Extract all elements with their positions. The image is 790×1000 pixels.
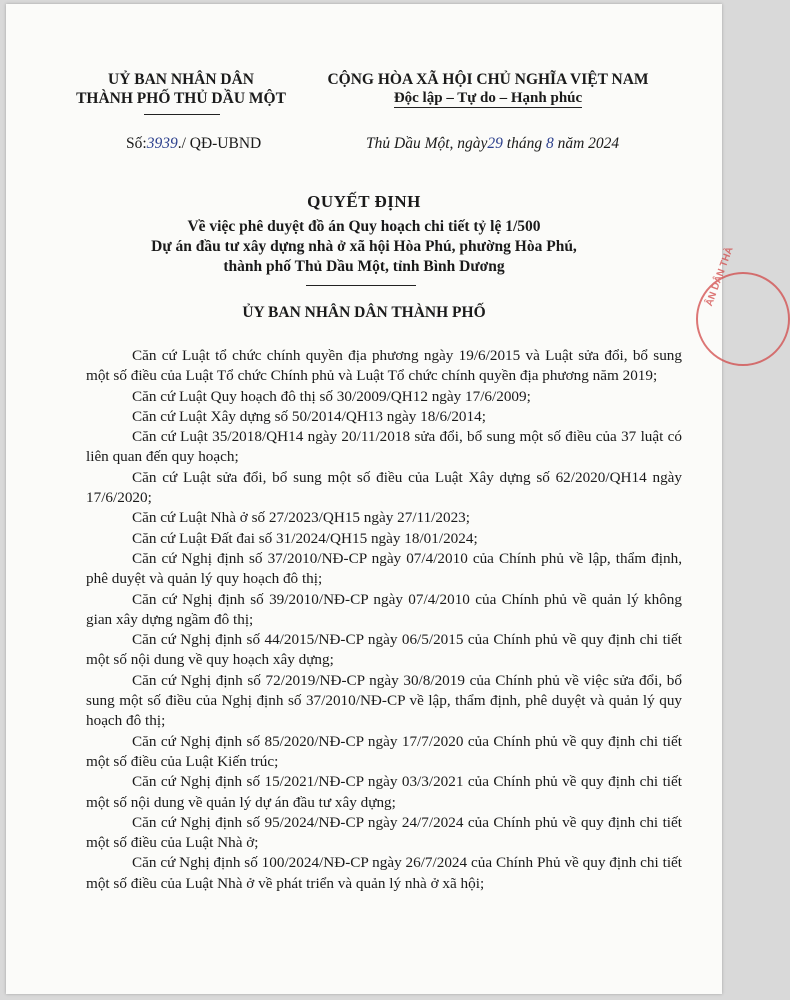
legal-basis-paragraph: Căn cứ Nghị định số 39/2010/NĐ-CP ngày 07/4/2010 của Chính phủ về quản lý không gian xây dựng ngầm đô thị; xyxy=(86,590,682,628)
country-name: CỘNG HÒA XÃ HỘI CHỦ NGHĨA VIỆT NAM xyxy=(327,71,649,88)
subtitle-line: Về việc phê duyệt đồ án Quy hoạch chi tiết tỷ lệ 1/500 xyxy=(187,218,541,235)
document-date: Thủ Dầu Một, ngày29 tháng 8 năm 2024 xyxy=(366,135,620,152)
subtitle-rule xyxy=(306,285,416,286)
national-motto: Độc lập – Tự do – Hạnh phúc xyxy=(393,90,583,106)
legal-basis-paragraph: Căn cứ Luật Đất đai số 31/2024/QH15 ngày 18/01/2024; xyxy=(132,529,478,547)
legal-basis-paragraph: Căn cứ Luật 35/2018/QH14 ngày 20/11/2018 sửa đổi, bổ sung một số điều của 37 luật có liên quan đến quy hoạch; xyxy=(86,428,682,466)
document-subtitle xyxy=(116,217,612,277)
legal-basis-paragraph: Căn cứ Nghị định số 85/2020/NĐ-CP ngày 17/7/2020 của Chính phủ về quy định chi tiết một số điều của Luật Kiến trúc; xyxy=(86,732,682,770)
handwritten-month: 8 xyxy=(545,135,554,152)
document-number: Số:3939./ QĐ-UBND xyxy=(126,135,262,152)
legal-basis-paragraph: Căn cứ Luật Quy hoạch đô thị số 30/2009/QH12 ngày 17/6/2009; xyxy=(132,387,531,405)
document-page xyxy=(6,4,736,994)
legal-basis-paragraph: Căn cứ Nghị định số 95/2024/NĐ-CP ngày 24/7/2024 của Chính phủ về quy định chi tiết một số điều của Luật Nhà ở; xyxy=(86,813,682,852)
legal-basis-paragraph: Căn cứ Nghị định số 72/2019/NĐ-CP ngày 30/8/2019 của Chính phủ về việc sửa đổi, bổ sung một số điều của Nghị định số 37/2010/NĐ-CP về lập, thẩm định, phê duyệt và quản lý quy hoạch đô thị; xyxy=(86,671,682,730)
subtitle-line: Dự án đầu tư xây dựng nhà ở xã hội Hòa Phú, phường Hòa Phú, xyxy=(151,238,577,255)
handwritten-number: 3939 xyxy=(146,135,178,152)
document-title: QUYẾT ĐỊNH xyxy=(307,192,421,211)
document-body xyxy=(86,346,682,894)
issuing-authority xyxy=(66,70,296,108)
handwritten-day: 29 xyxy=(487,135,503,152)
legal-basis-paragraph: Căn cứ Luật sửa đổi, bổ sung một số điều của Luật Xây dựng số 62/2020/QH14 ngày 17/6/2020; xyxy=(86,468,682,507)
header-left-rule xyxy=(144,114,220,115)
legal-basis-paragraph: Căn cứ Nghị định số 44/2015/NĐ-CP ngày 06/5/2015 của Chính phủ về quy định chi tiết một số nội dung về quy hoạch xây dựng; xyxy=(86,631,682,669)
legal-basis-paragraph: Căn cứ Nghị định số 100/2024/NĐ-CP ngày 26/7/2024 của Chính Phủ về quy định chi tiết một số điều của Luật Nhà ở về phát triển và quản lý nhà ở xã hội; xyxy=(86,854,682,892)
legal-basis-paragraph: Căn cứ Luật Nhà ở số 27/2023/QH15 ngày 27/11/2023; xyxy=(132,509,470,527)
org-line-2: THÀNH PHỐ THỦ DẦU MỘT xyxy=(76,90,286,107)
legal-basis-paragraph: Căn cứ Nghị định số 15/2021/NĐ-CP ngày 03/3/2021 của Chính phủ về quy định chi tiết một số nội dung về quản lý dự án đầu tư xây dựng; xyxy=(86,773,682,811)
legal-basis-paragraph: Căn cứ Luật Xây dựng số 50/2014/QH13 ngày 18/6/2014; xyxy=(132,407,486,425)
subtitle-line: thành phố Thủ Dầu Một, tỉnh Bình Dương xyxy=(223,258,505,275)
decision-authority: ỦY BAN NHÂN DÂN THÀNH PHỐ xyxy=(242,304,486,321)
red-seal-stamp: ÂN DÂN THÀ xyxy=(696,272,790,366)
national-header xyxy=(298,70,678,108)
legal-basis-paragraph: Căn cứ Luật tổ chức chính quyền địa phương ngày 19/6/2015 và Luật sửa đổi, bổ sung một số điều của Luật Tổ chức Chính phủ và Luật Tổ chức chính quyền địa phương năm 2019; xyxy=(86,347,682,385)
org-line-1: UỶ BAN NHÂN DÂN xyxy=(108,71,254,88)
legal-basis-paragraph: Căn cứ Nghị định số 37/2010/NĐ-CP ngày 07/4/2010 của Chính phủ về lập, thẩm định, phê duyệt và quản lý quy hoạch đô thị; xyxy=(86,549,682,588)
